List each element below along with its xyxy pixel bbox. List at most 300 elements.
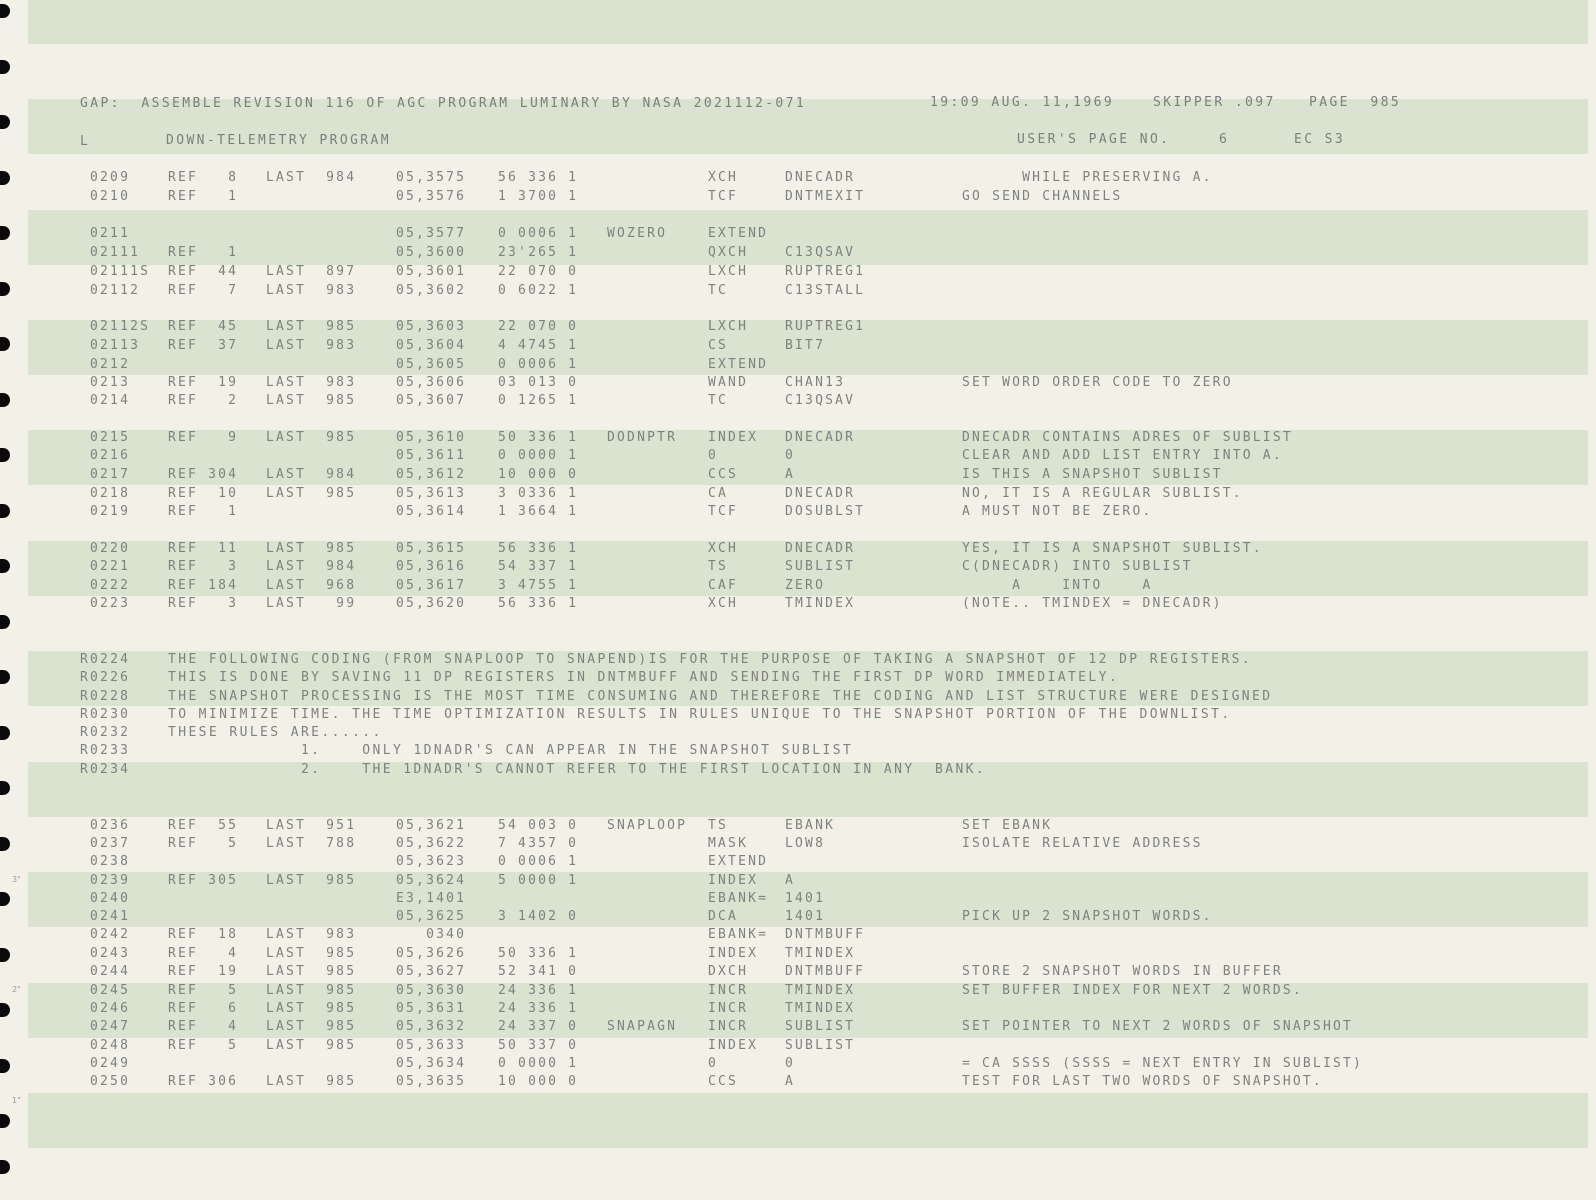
page-number: PAGE 985: [1309, 95, 1402, 110]
last-page: LAST 968: [266, 578, 357, 593]
operand: 1401: [785, 891, 826, 906]
last-page: LAST 985: [266, 983, 357, 998]
assembly-title: GAP: ASSEMBLE REVISION 116 OF AGC PROGRAM LUMINARY BY NASA 2021112-071: [80, 96, 807, 111]
address: 05,3625: [396, 909, 467, 924]
last-page: LAST 983: [266, 927, 357, 942]
address: 05,3622: [396, 836, 467, 851]
last-page: LAST 984: [266, 170, 357, 185]
last-page: LAST 985: [266, 1001, 357, 1016]
opcode: INCR: [708, 1001, 749, 1016]
address: 05,3616: [396, 559, 467, 574]
comment: CLEAR AND ADD LIST ENTRY INTO A.: [962, 448, 1283, 463]
line-number: 02111: [90, 245, 141, 260]
machine-code: 22 070 0: [498, 319, 579, 334]
operand: TMINDEX: [785, 983, 856, 998]
machine-code: 24 337 0: [498, 1019, 579, 1034]
opcode: MASK: [708, 836, 749, 851]
listing-row: [0, 818, 1596, 836]
ref-count: REF 4: [168, 1019, 239, 1034]
line-number: 0221: [90, 559, 131, 574]
machine-code: 0 1265 1: [498, 393, 579, 408]
ec-code: EC S3: [1294, 132, 1346, 147]
opcode: EXTEND: [708, 226, 769, 241]
listing-row: [0, 578, 1596, 596]
opcode: CCS: [708, 1074, 739, 1089]
opcode: INCR: [708, 1019, 749, 1034]
last-page: LAST 985: [266, 486, 357, 501]
opcode: INDEX: [708, 1038, 759, 1053]
machine-code: 0 0000 1: [498, 1056, 579, 1071]
operand: C13QSAV: [785, 393, 856, 408]
line-number: 0245: [90, 983, 131, 998]
remark-row: [0, 725, 1596, 743]
last-page: LAST 983: [266, 283, 357, 298]
opcode: EXTEND: [708, 854, 769, 869]
opcode: LXCH: [708, 319, 749, 334]
margin-mark: 3": [12, 875, 21, 884]
address: 05,3605: [396, 357, 467, 372]
address: E3,1401: [396, 891, 467, 906]
address: 05,3633: [396, 1038, 467, 1053]
listing-row: [0, 836, 1596, 854]
ref-count: REF 18: [168, 927, 239, 942]
address: 05,3626: [396, 946, 467, 961]
opcode: EBANK=: [708, 891, 769, 906]
ref-count: REF 306: [168, 1074, 239, 1089]
listing-row: [0, 430, 1596, 448]
section-letter: L: [80, 134, 91, 149]
opcode: CS: [708, 338, 729, 353]
machine-code: 54 337 1: [498, 559, 579, 574]
machine-code: 23'265 1: [498, 245, 579, 260]
operand: 0: [785, 1056, 796, 1071]
listing-row: [0, 467, 1596, 485]
remark-row: [0, 762, 1596, 780]
listing-row: [0, 486, 1596, 504]
address: 05,3630: [396, 983, 467, 998]
ref-count: REF 19: [168, 964, 239, 979]
last-page: LAST 985: [266, 1019, 357, 1034]
ref-count: REF 1: [168, 189, 239, 204]
comment: NO, IT IS A REGULAR SUBLIST.: [962, 486, 1243, 501]
line-number: 0240: [90, 891, 131, 906]
listing-row: [0, 393, 1596, 411]
comment: = CA SSSS (SSSS = NEXT ENTRY IN SUBLIST): [962, 1056, 1364, 1071]
machine-code: 0 0000 1: [498, 448, 579, 463]
feed-hole: [0, 115, 10, 129]
green-bar: [28, 1093, 1588, 1148]
remark-number: R0224: [80, 652, 131, 667]
machine-code: 24 336 1: [498, 983, 579, 998]
line-number: 0213: [90, 375, 131, 390]
line-number: 02112: [90, 283, 141, 298]
line-number: 0242: [90, 927, 131, 942]
machine-code: 24 336 1: [498, 1001, 579, 1016]
address: 05,3635: [396, 1074, 467, 1089]
opcode: XCH: [708, 596, 739, 611]
comment: ISOLATE RELATIVE ADDRESS: [962, 836, 1203, 851]
users-page-number: 6: [1219, 132, 1230, 147]
last-page: LAST 985: [266, 430, 357, 445]
line-number: 0239: [90, 873, 131, 888]
last-page: LAST 985: [266, 873, 357, 888]
last-page: LAST 788: [266, 836, 357, 851]
margin-mark: 2": [12, 985, 21, 994]
ref-count: REF 10: [168, 486, 239, 501]
last-page: LAST 984: [266, 467, 357, 482]
feed-hole: [0, 4, 10, 18]
listing-row: [0, 1056, 1596, 1074]
comment: A MUST NOT BE ZERO.: [962, 504, 1153, 519]
ref-count: REF 44: [168, 264, 239, 279]
line-number: 0222: [90, 578, 131, 593]
address: 05,3606: [396, 375, 467, 390]
ref-count: REF 3: [168, 596, 239, 611]
listing-row: [0, 283, 1596, 301]
margin-mark: 1": [12, 1096, 21, 1105]
line-number: 0212: [90, 357, 131, 372]
opcode: EXTEND: [708, 357, 769, 372]
address: 05,3575: [396, 170, 467, 185]
machine-code: 50 336 1: [498, 430, 579, 445]
machine-code: 3 1402 0: [498, 909, 579, 924]
listing-row: [0, 541, 1596, 559]
machine-code: 54 003 0: [498, 818, 579, 833]
comment: SET BUFFER INDEX FOR NEXT 2 WORDS.: [962, 983, 1303, 998]
line-number: 02113: [90, 338, 141, 353]
opcode: 0: [708, 1056, 719, 1071]
symbol-label: WOZERO: [607, 226, 668, 241]
green-bar: [28, 0, 1588, 44]
symbol-label: SNAPLOOP: [607, 818, 688, 833]
address: 05,3617: [396, 578, 467, 593]
opcode: CA: [708, 486, 729, 501]
remark-row: [0, 652, 1596, 670]
operand: 1401: [785, 909, 826, 924]
ref-count: REF 37: [168, 338, 239, 353]
ref-count: REF 1: [168, 504, 239, 519]
address: 0340: [396, 927, 467, 942]
machine-code: 3 0336 1: [498, 486, 579, 501]
machine-code: 0 0006 1: [498, 357, 579, 372]
ref-count: REF 55: [168, 818, 239, 833]
address: 05,3615: [396, 541, 467, 556]
remark-row: [0, 743, 1596, 761]
listing-row: [0, 1038, 1596, 1056]
operand: DNECADR: [785, 486, 856, 501]
remark-text: TO MINIMIZE TIME. THE TIME OPTIMIZATION RESULTS IN RULES UNIQUE TO THE SNAPSHOT PORTION OF THE DOWNLIST.: [168, 707, 1232, 722]
last-page: LAST 897: [266, 264, 357, 279]
ref-count: REF 19: [168, 375, 239, 390]
opcode: XCH: [708, 170, 739, 185]
operand: C13STALL: [785, 283, 866, 298]
opcode: INDEX: [708, 430, 759, 445]
line-number: 0211: [90, 226, 131, 241]
operand: ZERO: [785, 578, 826, 593]
operand: DNTMBUFF: [785, 927, 866, 942]
listing-row: [0, 854, 1596, 872]
machine-code: 0 0006 1: [498, 854, 579, 869]
line-number: 0215: [90, 430, 131, 445]
line-number: 0210: [90, 189, 131, 204]
comment: SET WORD ORDER CODE TO ZERO: [962, 375, 1233, 390]
address: 05,3610: [396, 430, 467, 445]
listing-row: [0, 964, 1596, 982]
ref-count: REF 1: [168, 245, 239, 260]
last-page: LAST 984: [266, 559, 357, 574]
address: 05,3623: [396, 854, 467, 869]
ref-count: REF 6: [168, 1001, 239, 1016]
operand: TMINDEX: [785, 946, 856, 961]
machine-code: 50 337 0: [498, 1038, 579, 1053]
ref-count: REF 304: [168, 467, 239, 482]
opcode: LXCH: [708, 264, 749, 279]
remark-number: R0233: [80, 743, 131, 758]
operand: TMINDEX: [785, 1001, 856, 1016]
operand: DNTMBUFF: [785, 964, 866, 979]
operand: DNECADR: [785, 170, 856, 185]
skipper-label: SKIPPER .097: [1153, 95, 1276, 110]
line-number: 0244: [90, 964, 131, 979]
address: 05,3627: [396, 964, 467, 979]
ref-count: REF 305: [168, 873, 239, 888]
machine-code: 56 336 1: [498, 541, 579, 556]
ref-count: REF 184: [168, 578, 239, 593]
operand: RUPTREG1: [785, 319, 866, 334]
last-page: LAST 983: [266, 338, 357, 353]
line-number: 0236: [90, 818, 131, 833]
line-number: 0223: [90, 596, 131, 611]
ref-count: REF 7: [168, 283, 239, 298]
opcode: TC: [708, 283, 729, 298]
operand: CHAN13: [785, 375, 846, 390]
machine-code: 3 4755 1: [498, 578, 579, 593]
address: 05,3602: [396, 283, 467, 298]
listing-row: [0, 264, 1596, 282]
remark-text: 1. ONLY 1DNADR'S CAN APPEAR IN THE SNAPSHOT SUBLIST: [168, 743, 854, 758]
address: 05,3601: [396, 264, 467, 279]
last-page: LAST 985: [266, 319, 357, 334]
address: 05,3624: [396, 873, 467, 888]
operand: DNTMEXIT: [785, 189, 866, 204]
remark-text: THESE RULES ARE......: [168, 725, 383, 740]
remark-row: [0, 689, 1596, 707]
line-number: 0209: [90, 170, 131, 185]
opcode: TS: [708, 559, 729, 574]
operand: BIT7: [785, 338, 826, 353]
line-number: 02112S: [90, 319, 151, 334]
machine-code: 4 4745 1: [498, 338, 579, 353]
operand: DNECADR: [785, 541, 856, 556]
ref-count: REF 11: [168, 541, 239, 556]
comment: YES, IT IS A SNAPSHOT SUBLIST.: [962, 541, 1263, 556]
listing-row: [0, 319, 1596, 337]
last-page: LAST 985: [266, 946, 357, 961]
address: 05,3603: [396, 319, 467, 334]
operand: LOW8: [785, 836, 826, 851]
remark-text: 2. THE 1DNADR'S CANNOT REFER TO THE FIRST LOCATION IN ANY BANK.: [168, 762, 987, 777]
listing-row: [0, 226, 1596, 244]
line-number: 0246: [90, 1001, 131, 1016]
ref-count: REF 3: [168, 559, 239, 574]
line-number: 0219: [90, 504, 131, 519]
listing-row: [0, 1019, 1596, 1037]
operand: C13QSAV: [785, 245, 856, 260]
line-number: 0248: [90, 1038, 131, 1053]
symbol-label: SNAPAGN: [607, 1019, 678, 1034]
last-page: LAST 985: [266, 1074, 357, 1089]
comment: PICK UP 2 SNAPSHOT WORDS.: [962, 909, 1213, 924]
opcode: 0: [708, 448, 719, 463]
operand: A: [785, 873, 796, 888]
remark-row: [0, 707, 1596, 725]
feed-hole: [0, 60, 10, 74]
ref-count: REF 8: [168, 170, 239, 185]
line-number: 02111S: [90, 264, 151, 279]
address: 05,3577: [396, 226, 467, 241]
listing-row: [0, 909, 1596, 927]
listing-row: [0, 189, 1596, 207]
operand: TMINDEX: [785, 596, 856, 611]
comment: A INTO A: [962, 578, 1153, 593]
line-number: 0214: [90, 393, 131, 408]
operand: DNECADR: [785, 430, 856, 445]
opcode: INDEX: [708, 873, 759, 888]
comment: SET EBANK: [962, 818, 1053, 833]
ref-count: REF 5: [168, 836, 239, 851]
operand: A: [785, 1074, 796, 1089]
remark-text: THE FOLLOWING CODING (FROM SNAPLOOP TO SNAPEND)IS FOR THE PURPOSE OF TAKING A SNAPSHOT OF 12 DP REGISTERS.: [168, 652, 1253, 667]
machine-code: 1 3700 1: [498, 189, 579, 204]
opcode: EBANK=: [708, 927, 769, 942]
symbol-label: DODNPTR: [607, 430, 678, 445]
address: 05,3620: [396, 596, 467, 611]
listing-row: [0, 375, 1596, 393]
comment: SET POINTER TO NEXT 2 WORDS OF SNAPSHOT: [962, 1019, 1354, 1034]
listing-row: [0, 927, 1596, 945]
remark-number: R0232: [80, 725, 131, 740]
line-number: 0250: [90, 1074, 131, 1089]
listing-row: [0, 448, 1596, 466]
listing-row: [0, 1001, 1596, 1019]
feed-hole: [0, 781, 10, 795]
comment: C(DNECADR) INTO SUBLIST: [962, 559, 1193, 574]
address: 05,3607: [396, 393, 467, 408]
remark-text: THIS IS DONE BY SAVING 11 DP REGISTERS IN DNTMBUFF AND SENDING THE FIRST DP WORD IMMEDIATELY.: [168, 670, 1120, 685]
feed-hole: [0, 615, 10, 629]
last-page: LAST 985: [266, 393, 357, 408]
address: 05,3631: [396, 1001, 467, 1016]
machine-code: 22 070 0: [498, 264, 579, 279]
address: 05,3621: [396, 818, 467, 833]
operand: 0: [785, 448, 796, 463]
operand: SUBLIST: [785, 1038, 856, 1053]
line-number: 0220: [90, 541, 131, 556]
operand: DOSUBLST: [785, 504, 866, 519]
opcode: TCF: [708, 189, 739, 204]
opcode: TS: [708, 818, 729, 833]
opcode: INDEX: [708, 946, 759, 961]
listing-row: [0, 891, 1596, 909]
opcode: WAND: [708, 375, 749, 390]
remark-number: R0228: [80, 689, 131, 704]
comment: WHILE PRESERVING A.: [962, 170, 1213, 185]
timestamp: 19:09 AUG. 11,1969: [930, 95, 1115, 110]
machine-code: 50 336 1: [498, 946, 579, 961]
ref-count: REF 5: [168, 983, 239, 998]
machine-code: 7 4357 0: [498, 836, 579, 851]
address: 05,3604: [396, 338, 467, 353]
comment: DNECADR CONTAINS ADRES OF SUBLIST: [962, 430, 1293, 445]
opcode: CAF: [708, 578, 739, 593]
operand: SUBLIST: [785, 1019, 856, 1034]
opcode: CCS: [708, 467, 739, 482]
address: 05,3600: [396, 245, 467, 260]
last-page: LAST 99: [266, 596, 357, 611]
machine-code: 10 000 0: [498, 1074, 579, 1089]
listing-row: [0, 357, 1596, 375]
line-number: 0238: [90, 854, 131, 869]
comment: STORE 2 SNAPSHOT WORDS IN BUFFER: [962, 964, 1283, 979]
comment: (NOTE.. TMINDEX = DNECADR): [962, 596, 1223, 611]
listing-row: [0, 1074, 1596, 1092]
opcode: TCF: [708, 504, 739, 519]
operand: EBANK: [785, 818, 836, 833]
line-number: 0216: [90, 448, 131, 463]
address: 05,3612: [396, 467, 467, 482]
section-title: DOWN-TELEMETRY PROGRAM: [166, 133, 391, 148]
machine-code: 0 6022 1: [498, 283, 579, 298]
machine-code: 5 0000 1: [498, 873, 579, 888]
machine-code: 03 013 0: [498, 375, 579, 390]
comment: IS THIS A SNAPSHOT SUBLIST: [962, 467, 1223, 482]
line-number: 0237: [90, 836, 131, 851]
line-number: 0241: [90, 909, 131, 924]
last-page: LAST 985: [266, 964, 357, 979]
operand: A: [785, 467, 796, 482]
listing-row: [0, 245, 1596, 263]
remark-number: R0230: [80, 707, 131, 722]
listing-row: [0, 338, 1596, 356]
line-number: 0243: [90, 946, 131, 961]
address: 05,3632: [396, 1019, 467, 1034]
listing-row: [0, 559, 1596, 577]
ref-count: REF 9: [168, 430, 239, 445]
line-number: 0217: [90, 467, 131, 482]
last-page: LAST 985: [266, 1038, 357, 1053]
comment: TEST FOR LAST TWO WORDS OF SNAPSHOT.: [962, 1074, 1323, 1089]
remark-text: THE SNAPSHOT PROCESSING IS THE MOST TIME CONSUMING AND THEREFORE THE CODING AND LIST STRUCTURE WERE DESIGNED: [168, 689, 1273, 704]
comment: GO SEND CHANNELS: [962, 189, 1123, 204]
feed-hole: [0, 1160, 10, 1174]
machine-code: 10 000 0: [498, 467, 579, 482]
address: 05,3576: [396, 189, 467, 204]
machine-code: 56 336 1: [498, 170, 579, 185]
opcode: QXCH: [708, 245, 749, 260]
listing-row: [0, 983, 1596, 1001]
remark-number: R0234: [80, 762, 131, 777]
listing-row: [0, 873, 1596, 891]
address: 05,3634: [396, 1056, 467, 1071]
listing-row: [0, 504, 1596, 522]
opcode: TC: [708, 393, 729, 408]
remark-number: R0226: [80, 670, 131, 685]
last-page: LAST 951: [266, 818, 357, 833]
line-number: 0218: [90, 486, 131, 501]
users-page-label: USER'S PAGE NO.: [1017, 132, 1171, 147]
ref-count: REF 4: [168, 946, 239, 961]
listing-row: [0, 596, 1596, 614]
